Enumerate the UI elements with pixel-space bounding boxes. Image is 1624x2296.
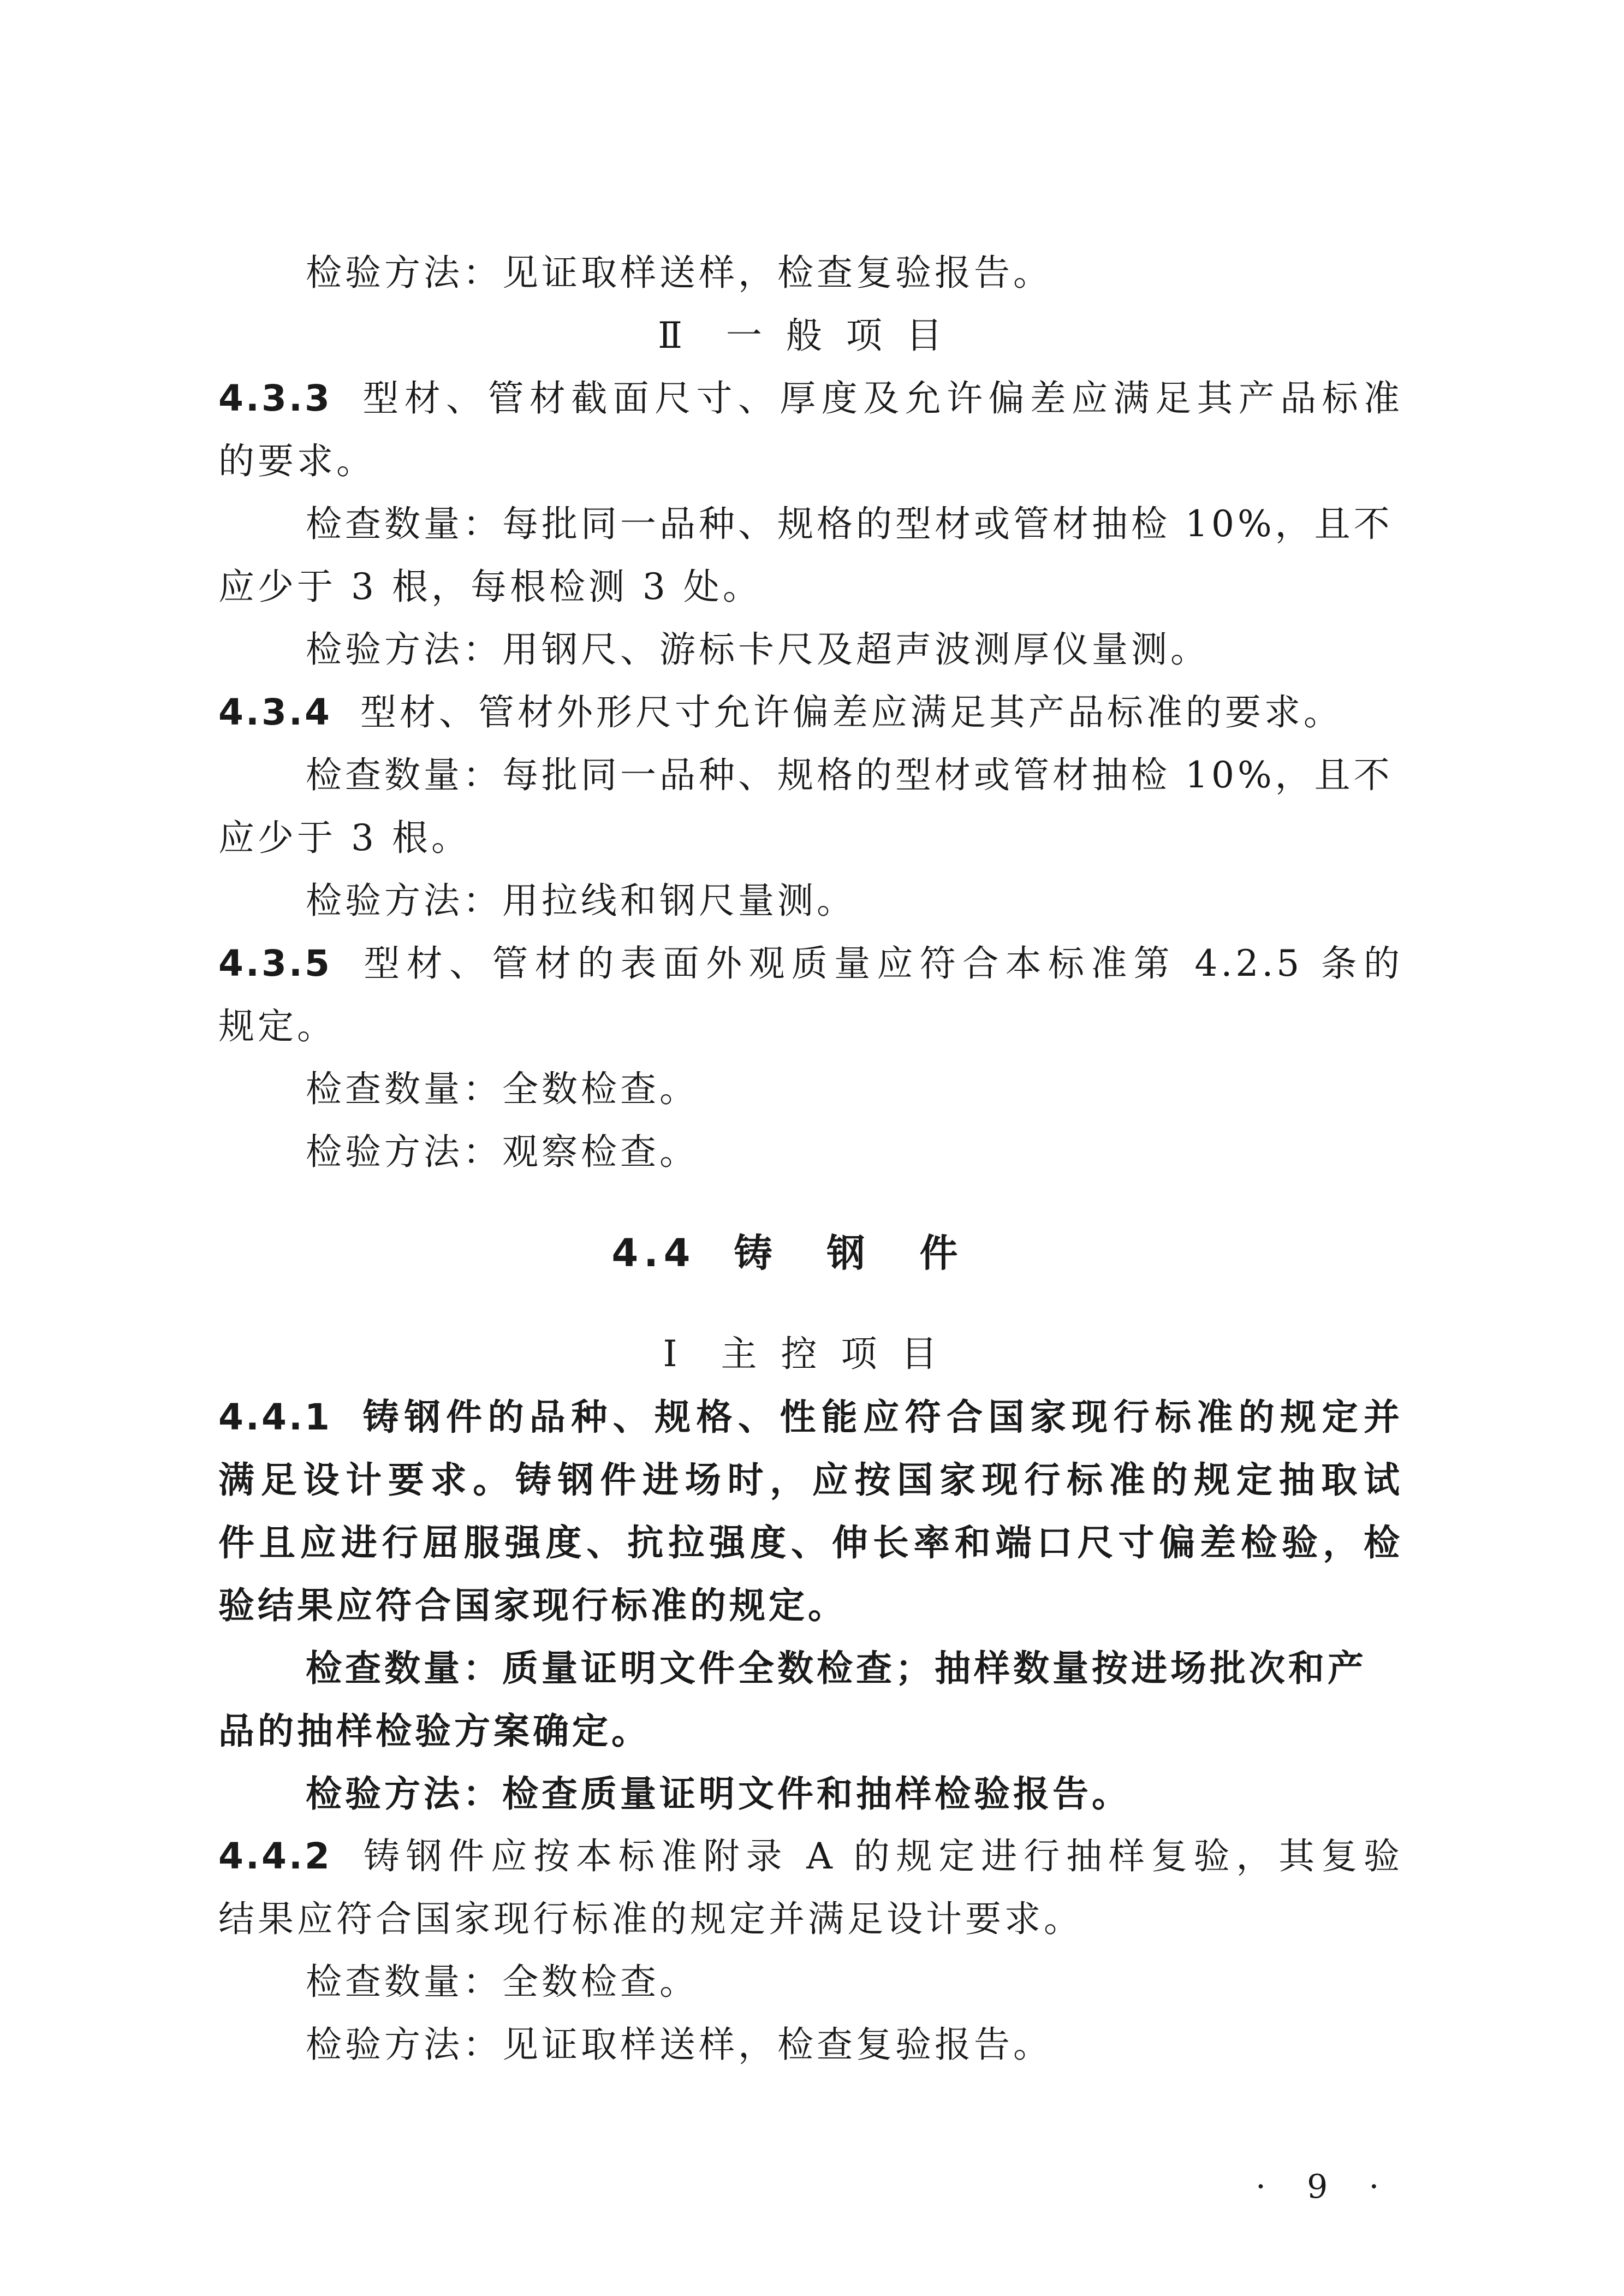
clause-text: 型材、管材截面尺寸、厚度及允许偏差应满足其产品标准: [360, 377, 1403, 419]
subsection-heading-general-items: [0, 311, 1624, 360]
clause-number: 4.4.1: [218, 1396, 332, 1438]
clause-text: 型材、管材外形尺寸允许偏差应满足其产品标准的要求。: [360, 691, 1343, 733]
page-number: · 9 ·: [1256, 2168, 1395, 2206]
paragraph-line: 应少于 3 根，每根检测 3 处。: [218, 566, 762, 608]
clause-4-3-3: [218, 374, 1403, 423]
clause-text: 铸钢件的品种、规格、性能应符合国家现行标准的规定并: [360, 1396, 1403, 1438]
paragraph-line: [218, 1455, 1403, 1504]
clause-4-4-2: [218, 1832, 1403, 1881]
paragraph-line: 检验方法：用拉线和钢尺量测。: [306, 880, 856, 922]
paragraph-line: 验结果应符合国家现行标准的规定。: [218, 1584, 847, 1627]
paragraph-line: 检验方法：观察检查。: [306, 1131, 699, 1173]
clause-number: 4.4.2: [218, 1835, 332, 1877]
paragraph-line: 检验方法：检查质量证明文件和抽样检验报告。: [306, 1772, 1131, 1815]
clause-text: 满足设计要求。铸钢件进场时，应按国家现行标准的规定抽取试: [218, 1458, 1403, 1501]
clause-text: 型材、管材的表面外观质量应符合本标准第 4.2.5 条的: [360, 942, 1403, 984]
subsection-heading-main-items: [0, 1330, 1624, 1379]
paragraph-line: 检验方法：见证取样送样，检查复验报告。: [306, 252, 1052, 294]
paragraph-line: 检查数量：质量证明文件全数检查；抽样数量按进场批次和产: [306, 1647, 1367, 1689]
section-heading-4-4: [0, 1229, 1624, 1278]
paragraph-line: 检查数量：全数检查。: [306, 1961, 699, 2003]
clause-number: 4.3.3: [218, 377, 332, 419]
paragraph-line: [218, 1518, 1403, 1567]
clause-4-4-1: [218, 1392, 1403, 1442]
clause-4-3-4: [218, 688, 1419, 737]
paragraph-line: 检验方法：见证取样送样，检查复验报告。: [306, 2024, 1052, 2066]
clause-text: 件且应进行屈服强度、抗拉强度、伸长率和端口尺寸偏差检验，检: [218, 1521, 1403, 1564]
roman-numeral: Ⅱ: [658, 315, 682, 357]
paragraph-line: 检查数量：每批同一品种、规格的型材或管材抽检 10%，且不: [306, 503, 1393, 545]
subsection-title: 主控项目: [721, 1333, 961, 1375]
paragraph-line: 应少于 3 根。: [218, 817, 471, 859]
section-number: 4.4: [611, 1231, 696, 1275]
section-title: 铸钢件: [734, 1230, 1013, 1275]
subsection-title: 一般项目: [725, 315, 966, 357]
paragraph-line: 检验方法：用钢尺、游标卡尺及超声波测厚仪量测。: [306, 628, 1210, 671]
paragraph-line: 检查数量：每批同一品种、规格的型材或管材抽检 10%，且不: [306, 754, 1393, 796]
roman-numeral: Ⅰ: [663, 1333, 677, 1375]
paragraph-line: 品的抽样检验方案确定。: [218, 1710, 651, 1752]
clause-number: 4.3.5: [218, 942, 332, 984]
paragraph-line: 结果应符合国家现行标准的规定并满足设计要求。: [218, 1898, 1083, 1940]
paragraph-line: 规定。: [218, 1005, 336, 1047]
clause-number: 4.3.4: [218, 691, 332, 733]
paragraph-line: 的要求。: [218, 440, 376, 482]
clause-4-3-5: [218, 939, 1403, 988]
clause-text: 铸钢件应按本标准附录 A 的规定进行抽样复验，其复验: [360, 1835, 1403, 1877]
paragraph-line: 检查数量：全数检查。: [306, 1068, 699, 1110]
